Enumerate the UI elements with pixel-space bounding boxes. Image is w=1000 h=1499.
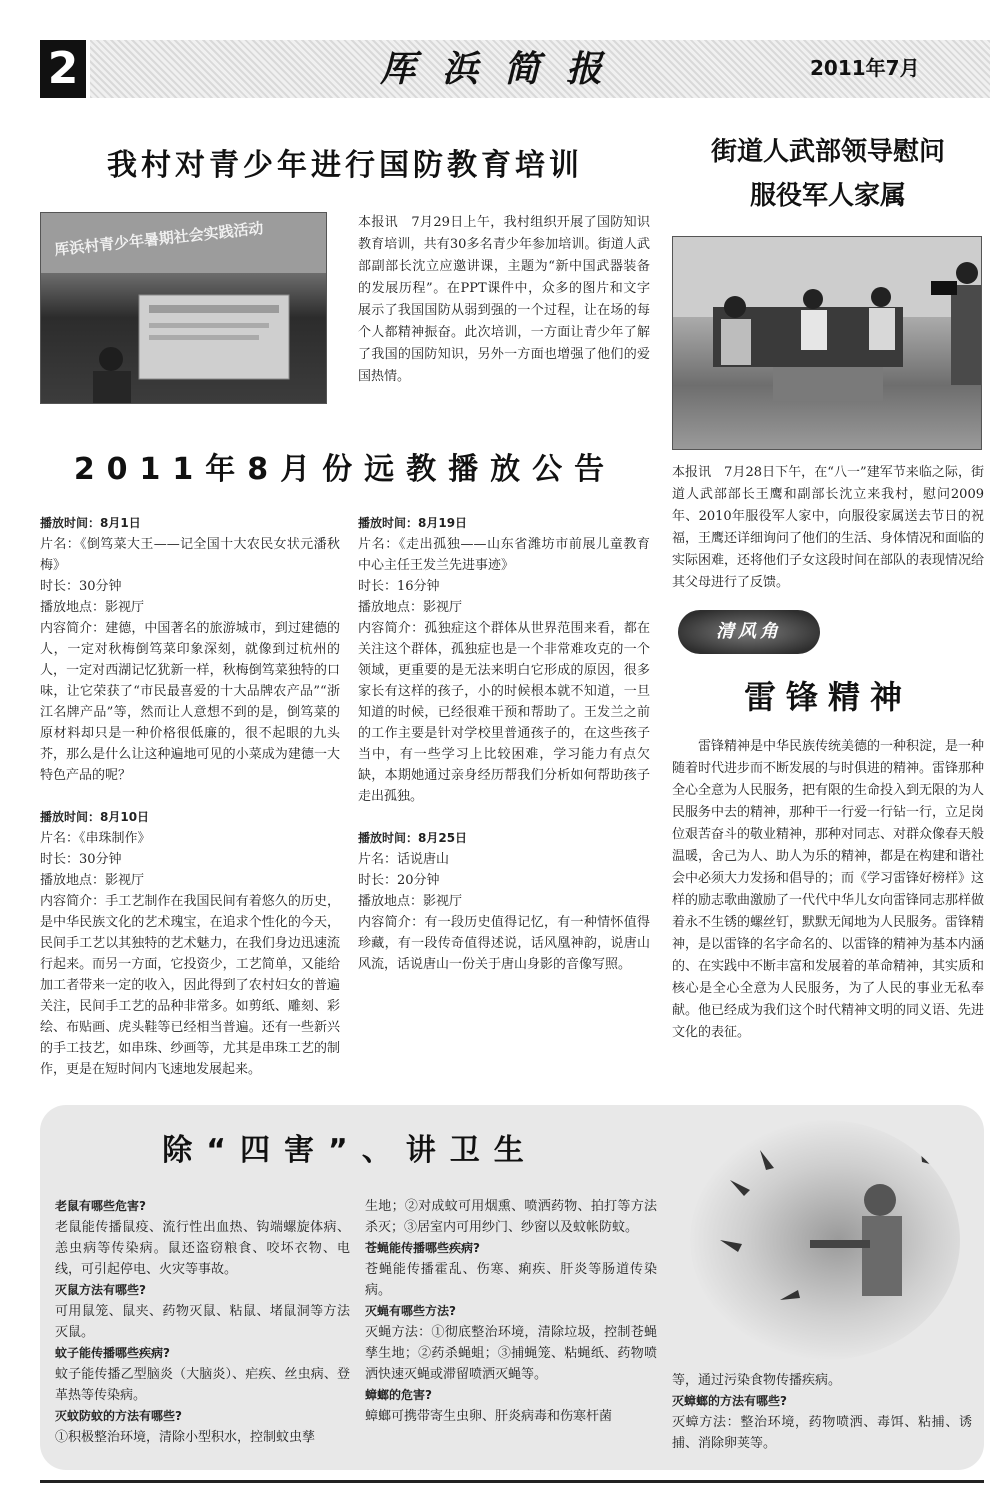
- leifeng-headline: 雷锋精神: [743, 678, 912, 716]
- visit-photo: [672, 236, 982, 450]
- visit-headline-line2: 服役军人家属: [749, 181, 906, 211]
- notice-item-intro: 内容简介：孤独症这个群体从世界范围来看，都在关注这个群体，孤独症也是一个非常难攻克的一个领域，更重要的是无法来明白它形成的原因，很多家长有这样的孩子，小的时候根本就不知道，一旦知道的时候，已经很难干预和帮助了。王发兰之前的工作主要是针对学校里普通孩子的，在这些孩子当中，有一些学习上比较困难，学习能力有点欠缺，本期她通过亲身经历帮我们分析如何帮助孩子走出孤独。: [358, 621, 650, 804]
- health-column-2: [365, 1196, 657, 1460]
- health-column-1: [55, 1196, 350, 1460]
- pest-control-illustration: [690, 1120, 960, 1360]
- broadcast-notice-headline: 2011年8月份远教播放公告: [73, 452, 617, 487]
- health-answer: 蚊子能传播乙型脑炎（大脑炎）、疟疾、丝虫病、登革热等传染病。: [55, 1367, 350, 1403]
- notice-item-place: 播放地点：影视厅: [358, 600, 463, 615]
- health-question: 蟑螂的危害?: [365, 1388, 432, 1402]
- bottom-rule: [40, 1480, 984, 1483]
- notice-column-1: [40, 513, 340, 1093]
- notice-item: [40, 807, 340, 1080]
- health-answer: ①积极整治环境，清除小型积水，控制蚊虫孳: [55, 1430, 316, 1445]
- visit-photo-scene: [673, 237, 982, 450]
- health-headline: 除“四害”、讲卫生: [162, 1133, 538, 1168]
- notice-item-time: 播放时间：8月19日: [358, 516, 468, 530]
- notice-item-place: 播放地点：影视厅: [40, 873, 145, 888]
- health-answer: 生地；②对成蚊可用烟熏、喷洒药物、拍打等方法杀灭；③居室内可用纱门、纱窗以及蚊帐防蚊。: [365, 1199, 657, 1235]
- notice-item: [358, 828, 650, 975]
- issue-date: 2011年7月: [810, 56, 920, 80]
- visit-headline: [672, 130, 984, 226]
- leifeng-article-body: 雷锋精神是中华民族传统美德的一种积淀，是一种随着时代进步而不断发展的与时俱进的精神。雷锋那种全心全意为人民服务，把有限的生命投入到无限的为人民服务中去的精神，那种干一行爱一行钻一行，立足岗位艰苦奋斗的敬业精神，那种对同志、对群众像春天般温暖，舍己为人、助人为乐的精神，都是在构建和谐社会中必须大力发扬和倡导的；而《学习雷锋好榜样》这样的励志歌曲激励了一代代中华儿女向雷锋同志那样做着永不生锈的螺丝钉，默默无闻地为人民服务。雷锋精神，是以雷锋的名字命名的、以雷锋的精神为基本内涵的、在实践中不断丰富和发展着的革命精神，其实质和核心是全心全意为人民服务，为了人民的事业无私奉献。他已经成为我们这个时代精神文明的同义语、先进文化的表征。: [672, 739, 985, 1040]
- corner-section-banner: 清风角: [678, 610, 820, 654]
- health-answer: 老鼠能传播鼠疫、流行性出血热、钩端螺旋体病、恙虫病等传染病。鼠还盗窃粮食、咬坏衣物、电线，可引起停电、火灾等事故。: [55, 1220, 350, 1277]
- notice-item-time: 播放时间：8月10日: [40, 810, 150, 824]
- health-question: 苍蝇能传播哪些疾病?: [365, 1241, 480, 1255]
- notice-item-duration: 时长：20分钟: [358, 873, 440, 888]
- health-answer: 灭蟑方法：整治环境，药物喷洒、毒饵、粘捕、诱捕、消除卵荚等。: [672, 1415, 972, 1451]
- paper-title: 厍浜简报: [380, 48, 629, 90]
- health-answer: 蟑螂可携带寄生虫卵、肝炎病毒和伤寒杆菌: [365, 1409, 613, 1424]
- health-answer: 等，通过污染食物传播疾病。: [672, 1373, 842, 1388]
- notice-item-place: 播放地点：影视厅: [40, 600, 145, 615]
- notice-item-time: 播放时间：8月1日: [40, 516, 141, 530]
- training-headline: 我村对青少年进行国防教育培训: [107, 148, 583, 183]
- notice-item: [358, 513, 650, 807]
- notice-item-duration: 时长：30分钟: [40, 579, 122, 594]
- health-question: 灭蚊防蚊的方法有哪些?: [55, 1409, 182, 1423]
- notice-item: [40, 513, 340, 786]
- notice-item-intro: 内容简介：建德，中国著名的旅游城市，到过建德的人，一定对秋梅倒笃菜印象深刻，就像到过杭州的人，一定对西湖记忆犹新一样，秋梅倒笃菜独特的口味，让它荣获了“市民最喜爱的十大品牌农产品”“浙江名牌产品”等，然而让人意想不到的是，倒笃菜的原材料却只是一种价格很低廉的，很不起眼的九头芥，那么是什么让这种遍地可见的小菜成为建德一大特色产品的呢？: [40, 621, 340, 783]
- notice-item-place: 播放地点：影视厅: [358, 894, 463, 909]
- notice-column-2: [358, 513, 650, 1093]
- health-question: 灭蝇有哪些方法?: [365, 1304, 456, 1318]
- health-answer: 可用鼠笼、鼠夹、药物灭鼠、粘鼠、堵鼠洞等方法灭鼠。: [55, 1304, 350, 1340]
- pest-control-photo: [690, 1120, 960, 1360]
- notice-item-title: 片名：话说唐山: [358, 852, 450, 867]
- training-article-body: 本报讯 7月29日上午，我村组织开展了国防知识教育培训，共有30多名青少年参加培训。街道人武部副部长沈立应邀讲课，主题为“新中国武器装备的发展历程”。在PPT课件中，众多的图片和文字展示了我国国防从弱到强的一个过程，让在场的每个人都精神振奋。此次培训，一方面让青少年了解了我国的国防知识，另外一方面也增强了他们的爱国热情。: [358, 215, 650, 384]
- health-column-3: [672, 1370, 972, 1460]
- health-question: 老鼠有哪些危害?: [55, 1199, 146, 1213]
- health-question: 蚊子能传播哪些疾病?: [55, 1346, 170, 1360]
- notice-item-title: 片名：《走出孤独——山东省潍坊市前展儿童教育中心主任王发兰先进事迹》: [358, 537, 650, 573]
- visit-headline-line1: 街道人武部领导慰问: [710, 137, 945, 167]
- notice-item-time: 播放时间：8月25日: [358, 831, 468, 845]
- health-answer: 灭蝇方法：①彻底整治环境，清除垃圾，控制苍蝇孳生地；②药杀蝇蛆；③捕蝇笼、粘蝇纸、药物喷洒快速灭蝇或滞留喷洒灭蝇等。: [365, 1325, 657, 1382]
- notice-item-title: 片名：《串珠制作》: [40, 831, 151, 846]
- notice-item-intro: 内容简介：手工艺制作在我国民间有着悠久的历史，是中华民族文化的艺术瑰宝，在追求个性化的今天，民间手工艺以其独特的艺术魅力，在我们身边迅速流行起来。而另一方面，它投资少，工艺简单，又能给加工者带来一定的收入，因此得到了农村妇女的普遍关注，民间手工艺的品种非常多。如剪纸、雕刻、彩绘、布贴画、虎头鞋等已经相当普遍。还有一些新兴的手工技艺，如串珠、纱画等，尤其是串珠工艺的制作，更是在短时间内飞速地发展起来。: [40, 894, 340, 1077]
- training-photo-scene: [41, 213, 327, 404]
- training-photo: [40, 212, 327, 404]
- health-question: 灭鼠方法有哪些?: [55, 1283, 146, 1297]
- banner-text: 厍浜村青少年暑期社会实践活动: [53, 219, 265, 259]
- notice-item-intro: 内容简介：有一段历史值得记忆，有一种情怀值得珍藏，有一段传奇值得述说，话风凰神韵，说唐山风流，话说唐山一份关于唐山身影的音像写照。: [358, 915, 650, 972]
- notice-item-duration: 时长：16分钟: [358, 579, 440, 594]
- notice-item-duration: 时长：30分钟: [40, 852, 122, 867]
- health-question: 灭蟑螂的方法有哪些?: [672, 1394, 787, 1408]
- notice-item-title: 片名：《倒笃菜大王——记全国十大农民女状元潘秋梅》: [40, 537, 340, 573]
- visit-article-body: 本报讯 7月28日下午，在“八一”建军节来临之际，街道人武部部长王鹰和副部长沈立来我村，慰问2009年、2010年服役军人家中，向服役家属送去节日的祝福，王鹰还详细询问了他们的生活、身体情况和面临的实际困难，还将他们子女这段时间在部队的表现情况给其父母进行了反馈。: [672, 465, 985, 590]
- page-number: 2: [40, 40, 86, 98]
- health-answer: 苍蝇能传播霍乱、伤寒、痢疾、肝炎等肠道传染病。: [365, 1262, 657, 1298]
